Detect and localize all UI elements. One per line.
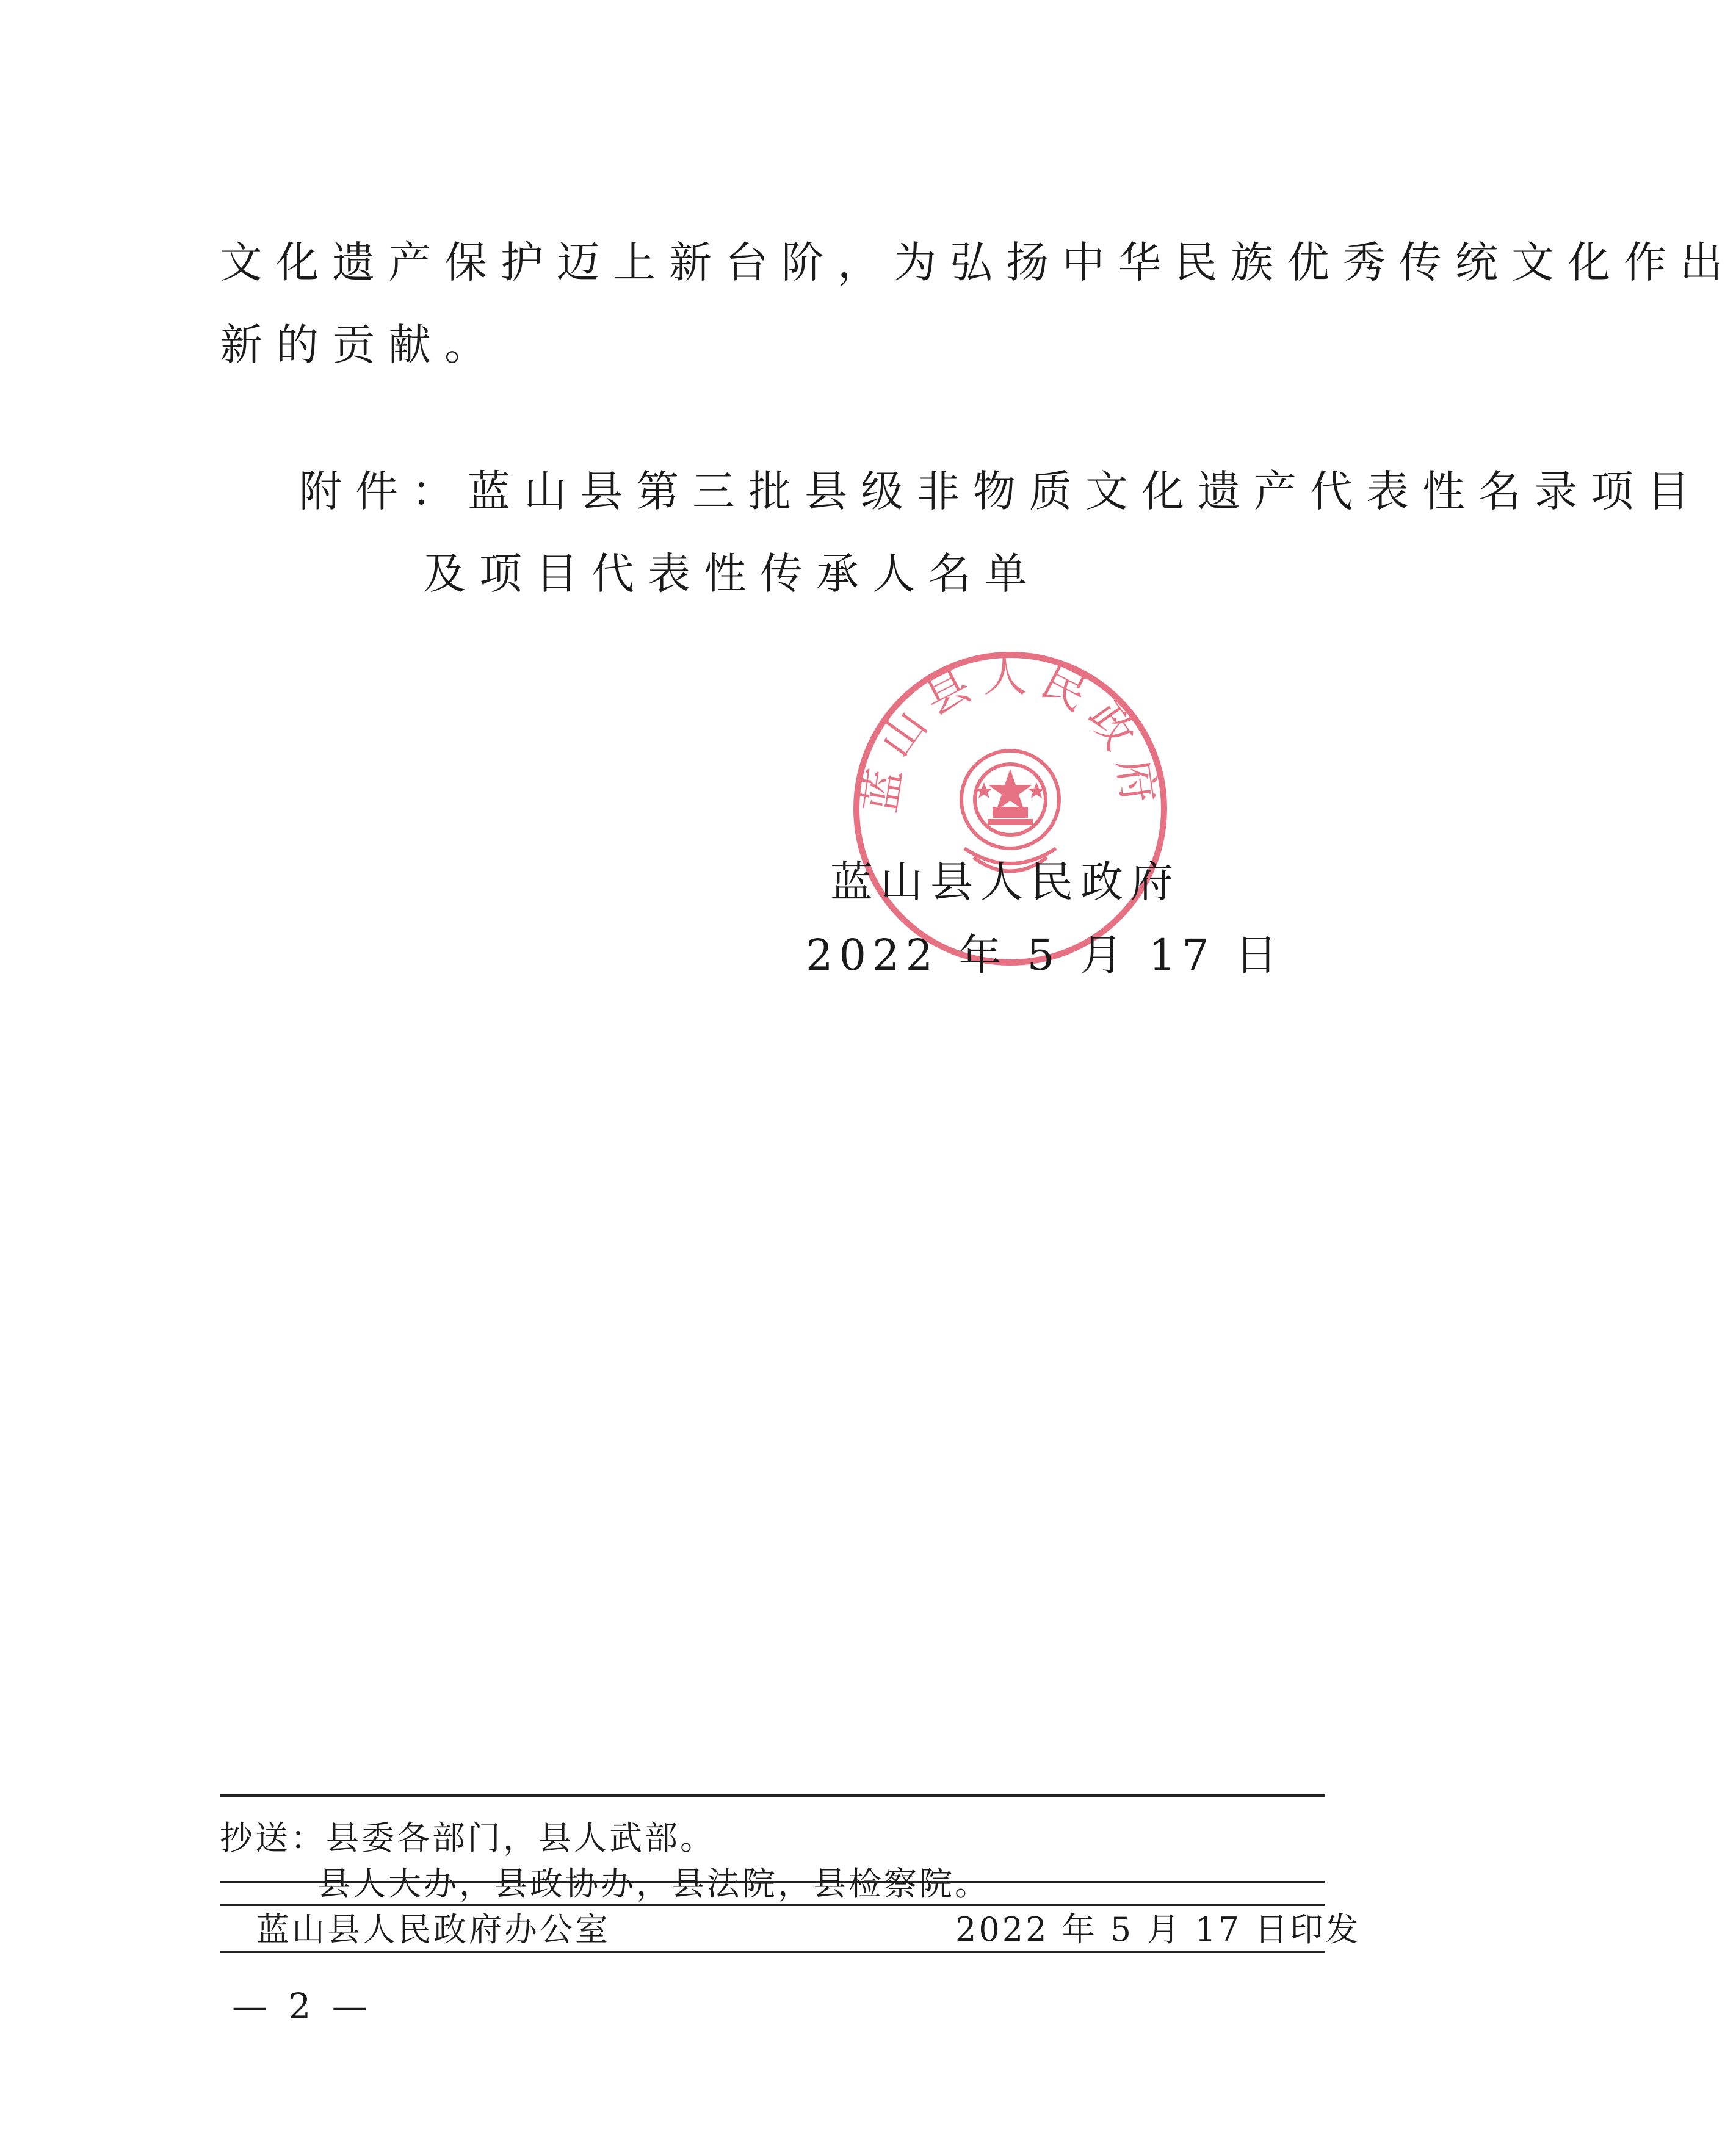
issuing-office: 蓝山县人民政府办公室	[256, 1910, 610, 1949]
body-paragraph-line-2: 新的贡献。	[220, 320, 501, 370]
footer-bottom-rule	[220, 1951, 1325, 1953]
cc-line-1: 抄送：县委各部门，县人武部。	[220, 1819, 715, 1857]
footer-top-rule	[220, 1794, 1325, 1797]
cc-line-2: 县人大办，县政协办，县法院，县检察院。	[317, 1865, 990, 1903]
attachment-line-2: 及项目代表性传承人名单	[423, 549, 1041, 599]
page-number: — 2 —	[232, 1985, 372, 2027]
issuer-name: 蓝山县人民政府	[830, 857, 1181, 907]
issue-date: 2022 年 5 月 17 日	[806, 930, 1284, 980]
body-paragraph-line-1: 文化遗产保护迈上新台阶，为弘扬中华民族优秀传统文化作出	[220, 237, 1736, 287]
official-seal-icon	[848, 647, 1172, 970]
seal-text: 蓝山县人民政府	[854, 650, 1166, 817]
footer-rule-office	[220, 1904, 1325, 1906]
attachment-line-1: 附件：蓝山县第三批县级非物质文化遗产代表性名录项目	[299, 466, 1703, 516]
print-date: 2022 年 5 月 17 日印发	[955, 1910, 1361, 1949]
